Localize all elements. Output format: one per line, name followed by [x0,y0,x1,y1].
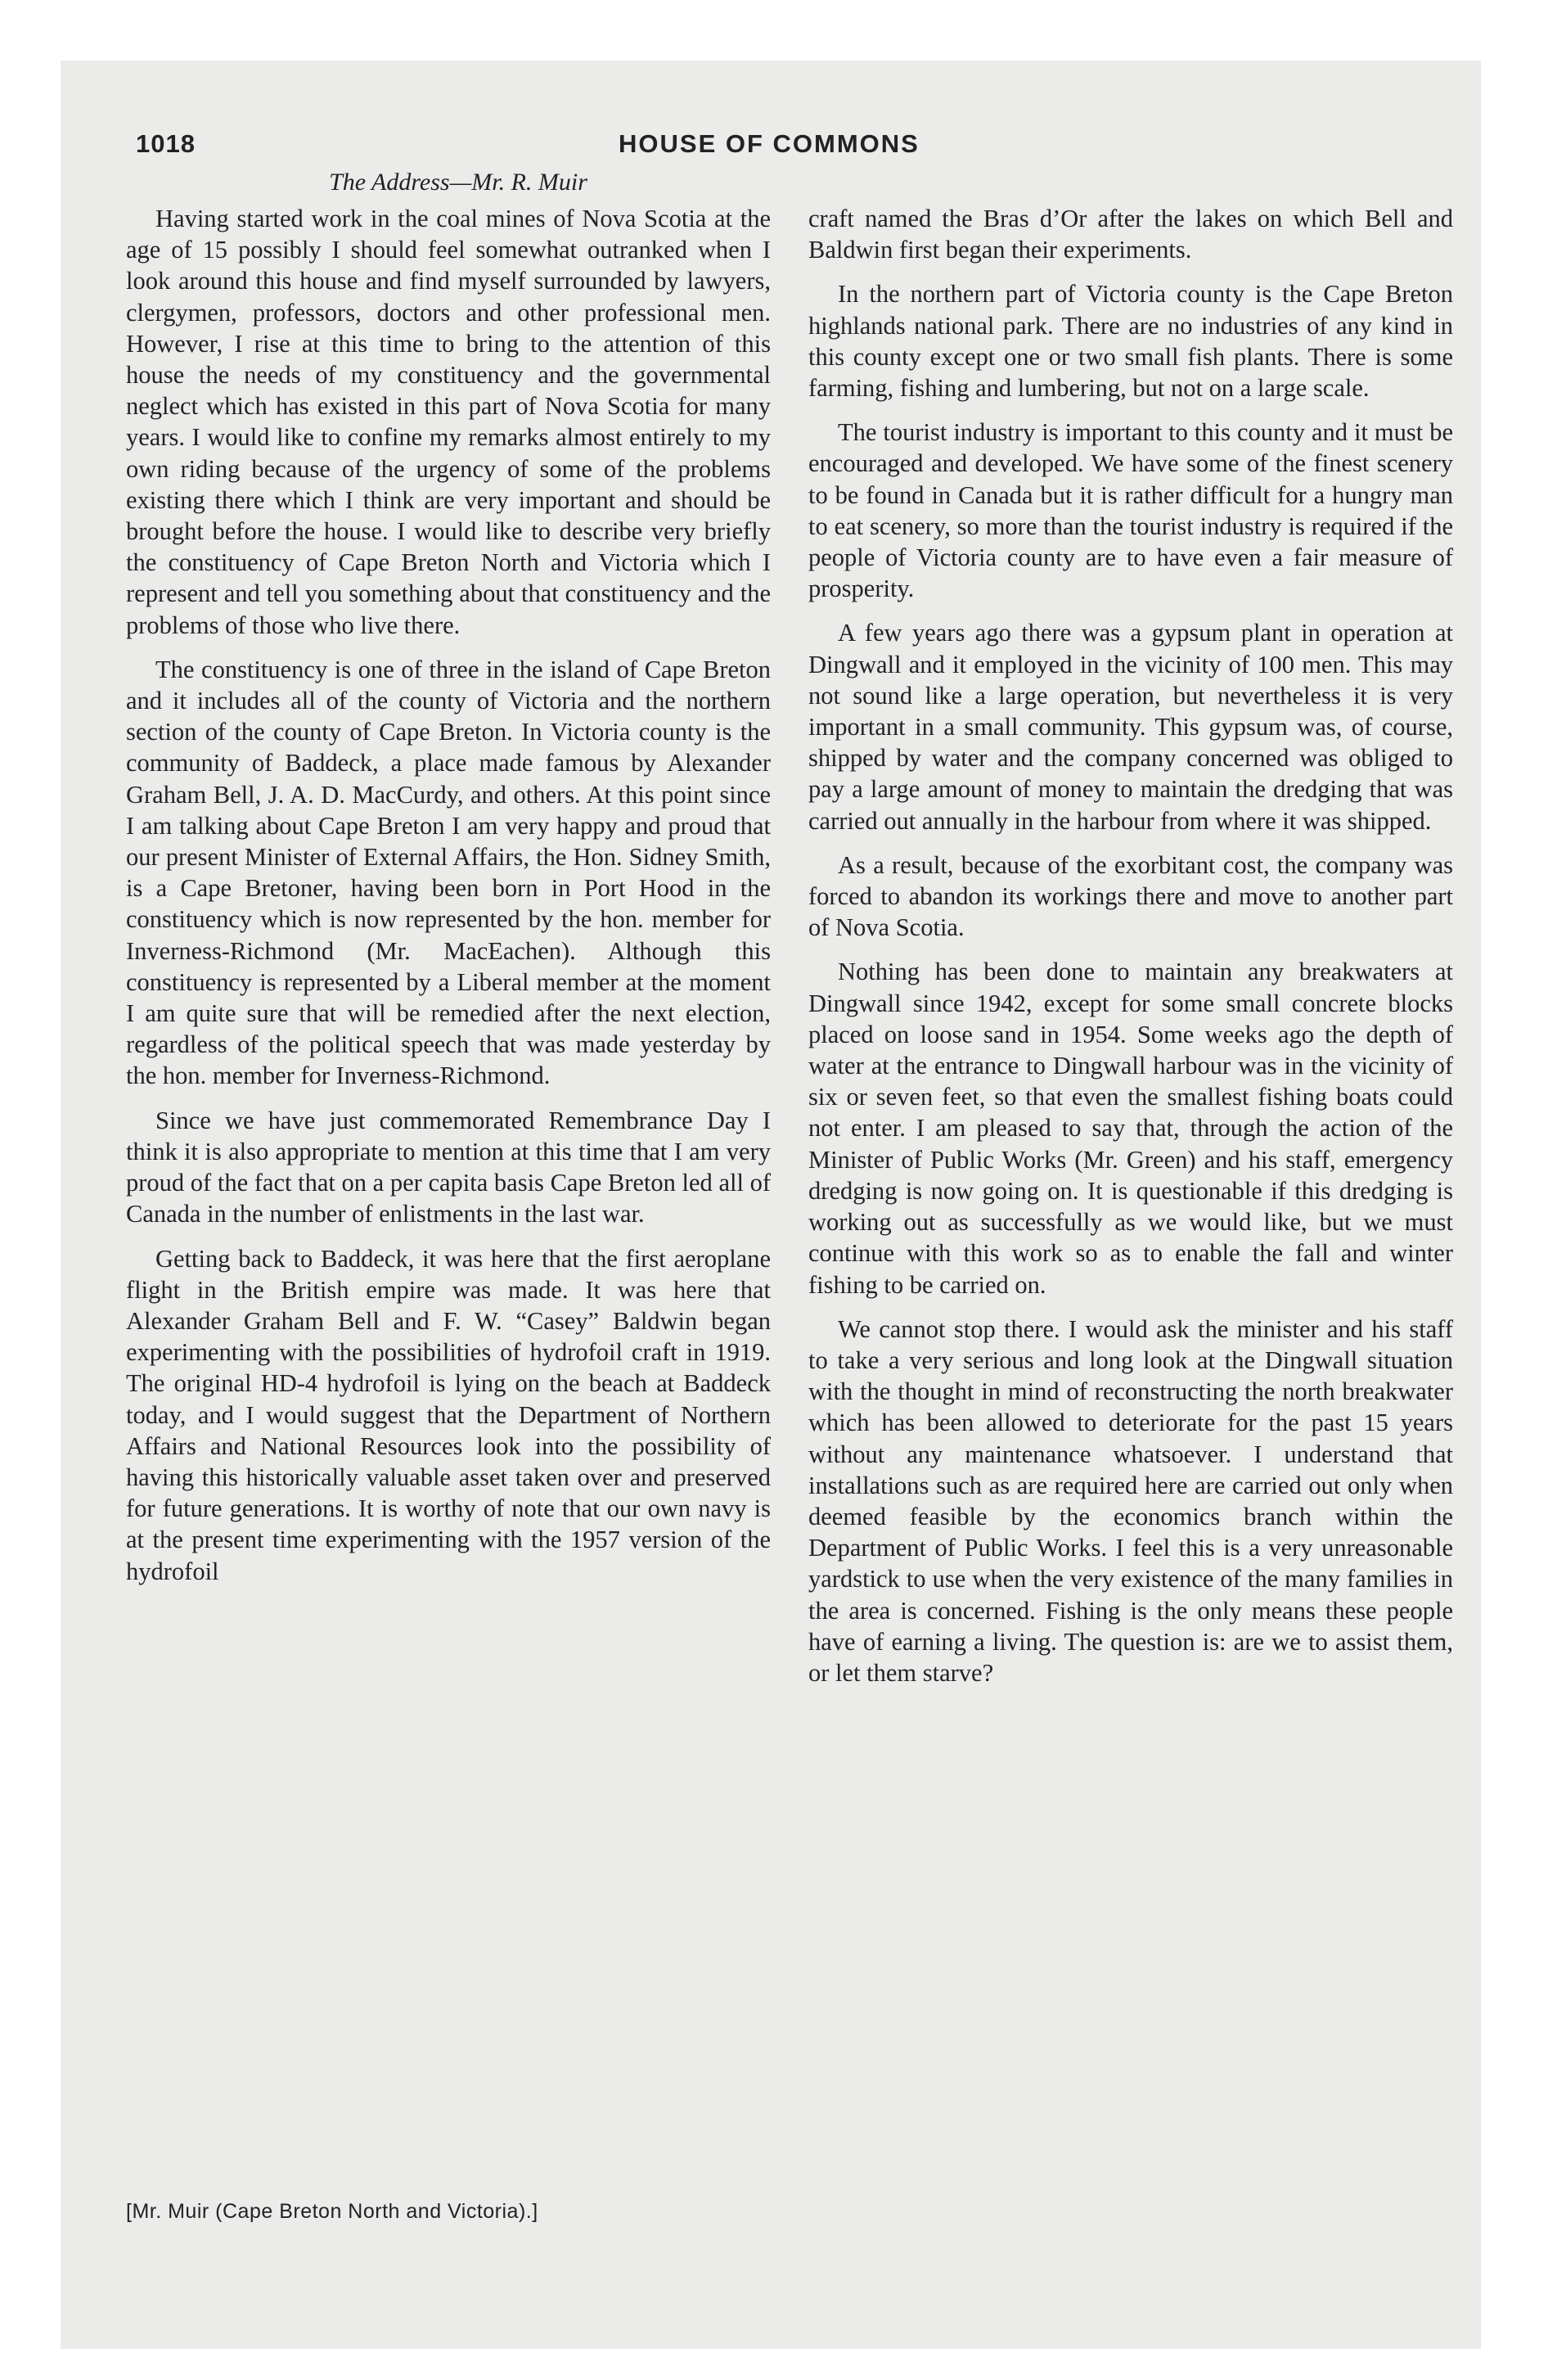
paragraph: In the northern part of Victoria county is the Cape Breton highlands national park. There are no industries of any kind in this county except one or two small fish plants. There is some farming, fishing and lumbering, but not on a large scale. [808,280,1453,403]
paragraph: The tourist industry is important to this county and it must be encouraged and developed. We have some of the finest scenery to be found in Canada but it is rather difficult for a hungry man to eat scenery, so more than the tourist industry is required if the people of Victoria county are to have even a fair measure of prosperity. [808,418,1453,603]
section-subheading: The Address—Mr. R. Muir [329,169,587,196]
running-head: HOUSE OF COMMONS [619,129,920,158]
paragraph: A few years ago there was a gypsum plant in operation at Dingwall and it employed in the vicinity of 100 men. This may not sound like a large operation, but nevertheless it is very important in a small community. This gypsum was, of course, shipped by water and the company concerned was obliged to pay a large amount of money to maintain the dredging that was carried out annually in the harbour from where it was shipped. [808,619,1453,835]
speaker-footer: [Mr. Muir (Cape Breton North and Victoria).] [126,2200,538,2223]
paragraph: Having started work in the coal mines of Nova Scotia at the age of 15 possibly I should feel somewhat outranked when I look around this house and find myself surrounded by lawyers, clergymen, professors, doctors and other professional men. However, I rise at this time to bring to the attention of this house the needs of my constituency and the governmental neglect which has existed in this part of Nova Scotia for many years. I would like to confine my remarks almost entirely to my own riding because of the urgency of some of the problems existing there which I think are very important and should be brought before the house. I would like to describe very briefly the constituency of Cape Breton North and Victoria which I represent and tell you something about that constituency and the problems of those who live there. [126,205,771,639]
continued-paragraph: craft named the Bras d’Or after the lakes on which Bell and Baldwin first began their experiments. [808,205,1453,264]
paragraph: The constituency is one of three in the island of Cape Breton and it includes all of the county of Victoria and the northern section of the county of Cape Breton. In Victoria county is the community of Baddeck, a place made famous by Alexander Graham Bell, J. A. D. MacCurdy, and others. At this point since I am talking about Cape Breton I am very happy and proud that our present Minister of External Affairs, the Hon. Sidney Smith, is a Cape Bretoner, having been born in Port Hood in the constituency which is now represented by the hon. member for Inverness-Richmond (Mr. MacEachen). Although this constituency is represented by a Liberal member at the moment I am quite sure that will be remedied after the next election, regardless of the political speech that was made yesterday by the hon. member for Inverness-Richmond. [126,655,771,1090]
paragraph: As a result, because of the exorbitant cost, the company was forced to abandon its workings there and move to another part of Nova Scotia. [808,850,1453,942]
paragraph: Nothing has been done to maintain any breakwaters at Dingwall since 1942, except for some small concrete blocks placed on loose sand in 1954. Some weeks ago the depth of water at the entrance to Dingwall harbour was in the vicinity of six or seven feet, so that even the smallest fishing boats could not enter. I am pleased to say that, through the action of the Minister of Public Works (Mr. Green) and his staff, emergency dredging is now going on. It is questionable if this dredging is working out as successfully as we would like, but we must continue with this work so as to enable the fall and winter fishing to be carried on. [808,958,1453,1299]
right-column [808,203,1453,1688]
paragraph: Since we have just commemorated Remembrance Day I think it is also appropriate to mention at this time that I am very proud of the fact that on a per capita basis Cape Breton led all of Canada in the number of enlistments in the last war. [126,1106,771,1228]
left-column [126,203,771,1587]
page-number: 1018 [136,129,196,158]
paragraph: We cannot stop there. I would ask the minister and his staff to take a very serious and long look at the Dingwall situation with the thought in mind of reconstructing the north breakwater which has been allowed to deteriorate for the past 15 years without any maintenance whatsoever. I understand that installations such as are required here are carried out only when deemed feasible by the economics branch within the Department of Public Works. I feel this is a very unreasonable yardstick to use when the very existence of the many families in the area is concerned. Fishing is the only means these people have of earning a living. The question is: are we to assist them, or let them starve? [808,1314,1453,1687]
page-header [136,129,1461,169]
paragraph: Getting back to Baddeck, it was here that the first aeroplane flight in the British empire was made. It was here that Alexander Graham Bell and F. W. “Casey” Baldwin began experimenting with the possibilities of hydrofoil craft in 1919. The original HD-4 hydrofoil is lying on the beach at Baddeck today, and I would suggest that the Department of Northern Affairs and National Resources look into the possibility of having this historically valuable asset taken over and preserved for future generations. It is worthy of note that our own navy is at the present time experimenting with the 1957 version of the hydrofoil [126,1244,771,1585]
